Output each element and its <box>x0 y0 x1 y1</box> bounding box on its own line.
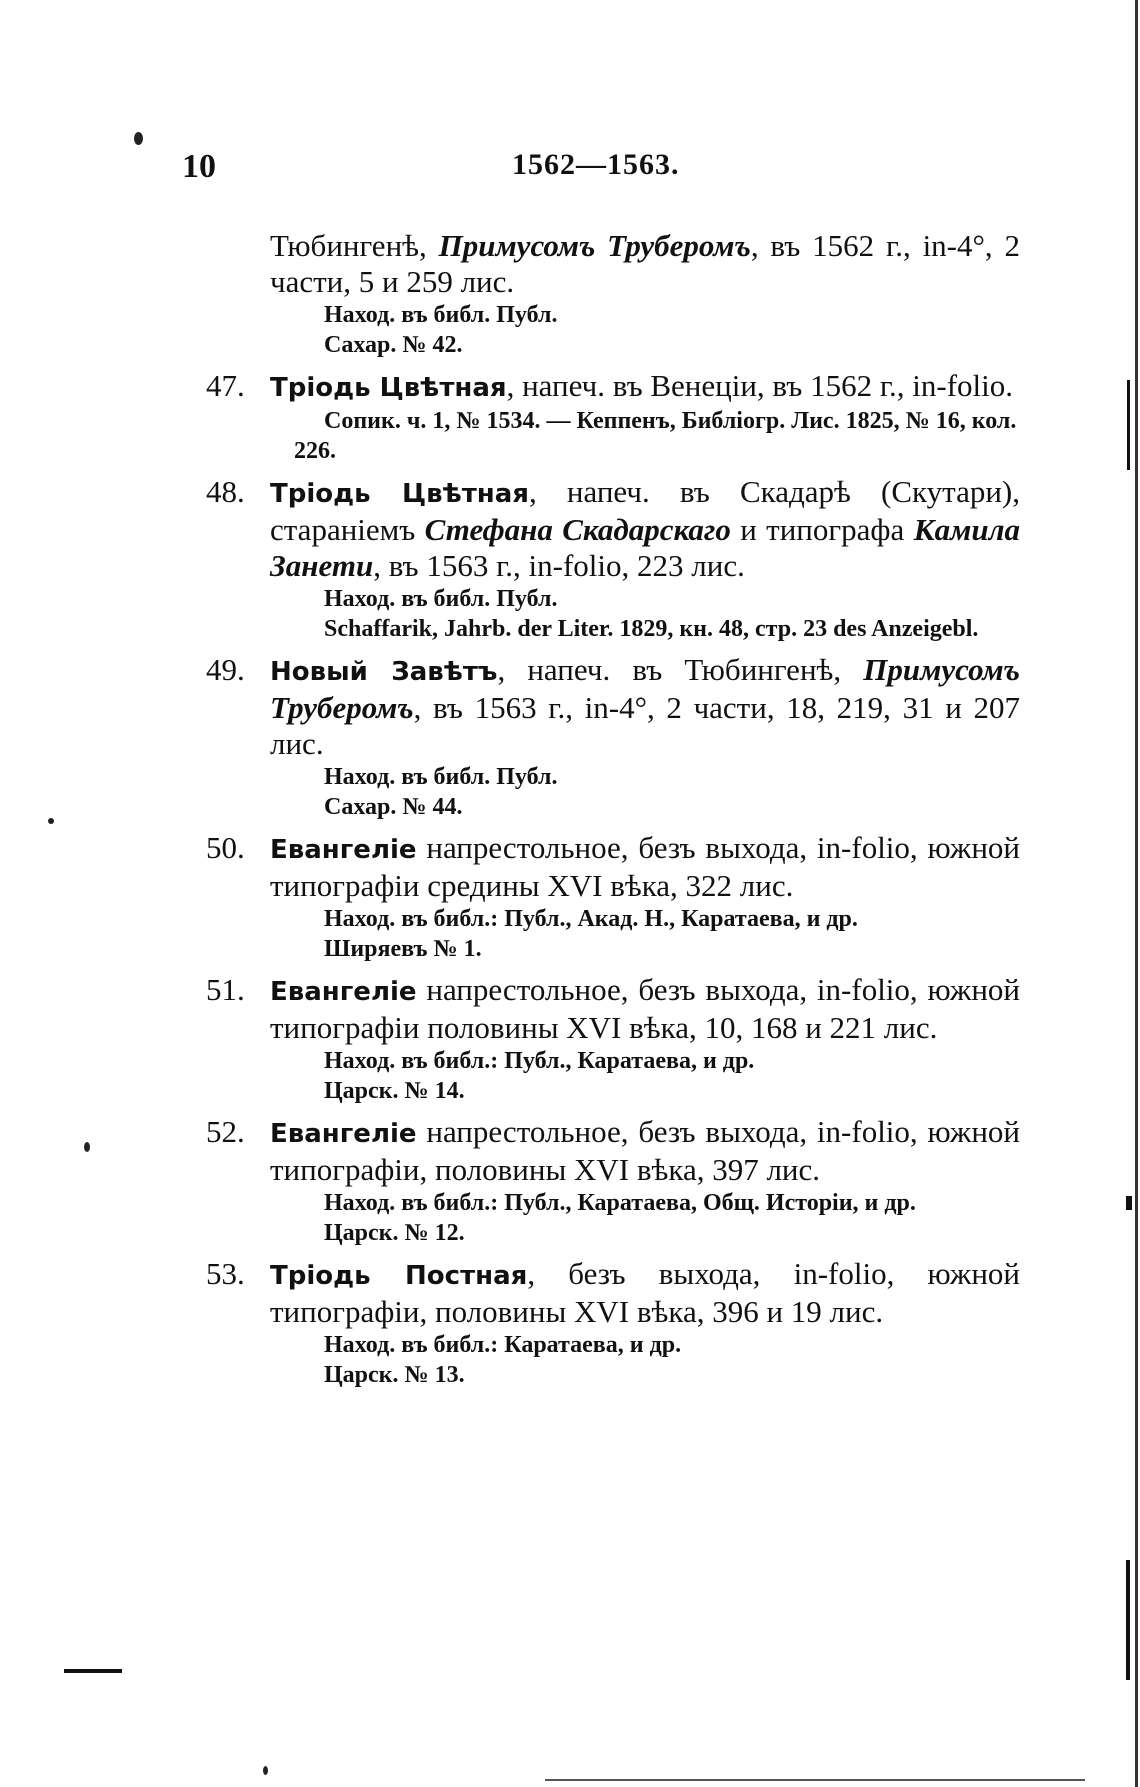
location-note: Наход. въ библ. Публ. <box>324 586 558 612</box>
location-note: Наход. въ библ.: Публ., Акад. Н., Каратаева, и др. <box>324 906 858 932</box>
page-header <box>182 148 982 188</box>
scan-edge-line <box>1127 380 1130 470</box>
reference-note: Ширяевъ № 1. <box>324 936 482 962</box>
entry-53: 53. Тріодь Постная, безъ выхода, in-folio, южной типографіи, половины XVI вѣка, 396 и 19 лис. Наход. въ библ.: Каратаева, и др. Царск. № 13. <box>206 1256 1020 1388</box>
scan-edge-line <box>1135 0 1138 1787</box>
entry-title: Евангеліе <box>270 1119 417 1149</box>
entry-49: 49. Новый Завѣтъ, напеч. въ Тюбингенѣ, Примусомъ Труберомъ, въ 1563 г., in-4°, 2 части, 18, 219, 31 и 207 лис. Наход. въ библ. Публ. Сахар. № 44. <box>206 652 1020 820</box>
reference-note: Schaffarik, Jahrb. der Liter. 1829, кн. 48, стр. 23 des Anzeigebl. <box>324 616 979 642</box>
scan-edge-line <box>1126 1560 1130 1680</box>
location-note: Наход. въ библ.: Публ., Каратаева, и др. <box>324 1048 755 1074</box>
entry-number: 51. <box>206 972 245 1007</box>
entry-number: 53. <box>206 1256 245 1291</box>
catalogue-entries <box>200 228 1020 1390</box>
reference-note: Сопик. ч. 1, № 1534. — Кеппенъ, Библіогр. Лис. 1825, № 16, кол. 226. <box>294 408 1017 464</box>
entry-title: Новый Завѣтъ <box>270 657 498 687</box>
entry-52: 52. Евангеліе напрестольное, безъ выхода, in-folio, южной типографіи, половины XVI вѣка, 397 лис. Наход. въ библ.: Публ., Каратаева, Общ. Исторіи, и др. Царск. № 12. <box>206 1114 1020 1246</box>
location-note: Наход. въ библ.: Каратаева, и др. <box>324 1332 682 1358</box>
entry-title: Евангеліе <box>270 835 417 865</box>
scan-speck <box>84 1142 90 1152</box>
entry-number: 50. <box>206 830 245 865</box>
reference-note: Царск. № 14. <box>324 1078 465 1104</box>
location-note: Наход. въ библ. Публ. <box>324 764 558 790</box>
entry-title: Тріодь Постная <box>270 1261 528 1291</box>
location-note: Наход. въ библ.: Публ., Каратаева, Общ. Исторіи, и др. <box>324 1190 916 1216</box>
entry-number: 48. <box>206 474 245 509</box>
entry-title: Тріодь Цвѣтная <box>270 479 529 509</box>
year-range-heading: 1562—1563. <box>512 148 680 181</box>
reference-note: Царск. № 13. <box>324 1362 465 1388</box>
entry-continuation: Тюбингенѣ, Примусомъ Труберомъ, въ 1562 г., in-4°, 2 части, 5 и 259 лис. Наход. въ библ. Публ. Сахар. № 42. <box>270 228 1020 358</box>
entry-51: 51. Евангеліе напрестольное, безъ выхода, in-folio, южной типографіи половины XVI вѣка, 10, 168 и 221 лис. Наход. въ библ.: Публ., Каратаева, и др. Царск. № 14. <box>206 972 1020 1104</box>
entry-title: Тріодь Цвѣтная <box>270 373 507 403</box>
scan-bottom-line <box>545 1779 1085 1781</box>
entry-number: 47. <box>206 368 245 403</box>
entry-47: 47. Тріодь Цвѣтная, напеч. въ Венеціи, въ 1562 г., in-folio. Сопик. ч. 1, № 1534. — Кеппенъ, Библіогр. Лис. 1825, № 16, кол. 226. <box>200 368 1020 466</box>
reference-note: Сахар. № 44. <box>324 794 463 820</box>
scan-dash <box>64 1669 122 1673</box>
scan-speck <box>263 1766 268 1775</box>
entry-number: 52. <box>206 1114 245 1149</box>
page-number: 10 <box>182 148 216 185</box>
entry-number: 49. <box>206 652 245 687</box>
entry-48: 48. Тріодь Цвѣтная, напеч. въ Скадарѣ (Скутари), стараніемъ Стефана Скадарскаго и типографа Камила Занети, въ 1563 г., in-folio, 223 лис. Наход. въ библ. Публ. Schaffarik, Jahrb. der Liter. 1829, кн. 48, стр. 23 des Anzeigebl. <box>206 474 1020 642</box>
scan-speck <box>134 132 143 145</box>
reference-note: Царск. № 12. <box>324 1220 465 1246</box>
entry-title: Евангеліе <box>270 977 417 1007</box>
reference-note: Сахар. № 42. <box>324 332 463 358</box>
scan-edge-line <box>1126 1196 1132 1210</box>
entry-50: 50. Евангеліе напрестольное, безъ выхода, in-folio, южной типографіи средины XVI вѣка, 322 лис. Наход. въ библ.: Публ., Акад. Н., Каратаева, и др. Ширяевъ № 1. <box>206 830 1020 962</box>
scan-speck <box>48 818 54 824</box>
location-note: Наход. въ библ. Публ. <box>324 302 558 328</box>
